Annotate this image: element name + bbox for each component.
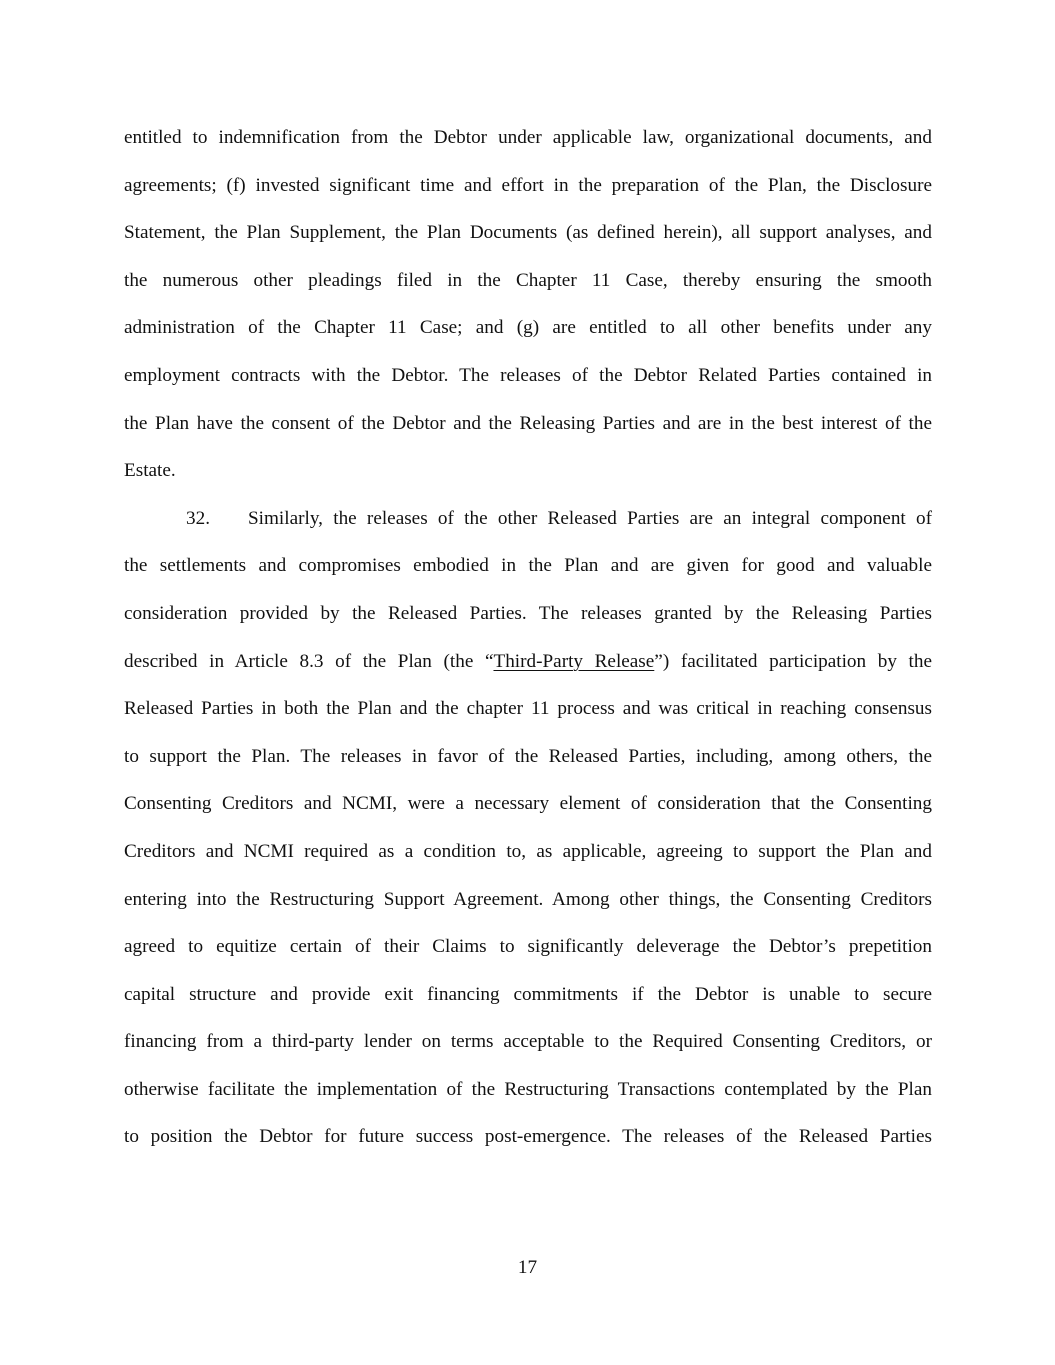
text-line: consideration provided by the Released Parties. The releases granted by the Releasing Parties xyxy=(124,602,932,624)
text-line: the Plan have the consent of the Debtor and the Releasing Parties and are in the best interest of the xyxy=(124,412,932,434)
text-line: financing from a third-party lender on terms acceptable to the Required Consenting Creditors, or xyxy=(124,1031,932,1053)
text-line: the numerous other pleadings filed in the Chapter 11 Case, thereby ensuring the smooth xyxy=(124,269,932,291)
text-line: entitled to indemnification from the Debtor under applicable law, organizational documents, and xyxy=(124,127,932,148)
text-line: administration of the Chapter 11 Case; and (g) are entitled to all other benefits under any xyxy=(124,317,932,339)
text-line-defined-term xyxy=(124,638,932,686)
defined-term-third-party-release: Third-Party Release xyxy=(493,650,655,672)
text-run: Similarly, the releases of the other Released Parties are an integral component of xyxy=(248,507,932,529)
text-line: the settlements and compromises embodied in the Plan and are given for good and valuable xyxy=(124,555,932,577)
text-line: employment contracts with the Debtor. The releases of the Debtor Related Parties contained in xyxy=(124,364,932,386)
text-line: otherwise facilitate the implementation of the Restructuring Transactions contemplated by the Plan xyxy=(124,1078,932,1100)
paragraph-number: 32. xyxy=(186,507,210,529)
body-text xyxy=(124,114,932,1161)
text-line: Statement, the Plan Supplement, the Plan Documents (as defined herein), all support analyses, and xyxy=(124,222,932,244)
text-line: Released Parties in both the Plan and the chapter 11 process and was critical in reaching consensus xyxy=(124,698,932,720)
text-line: Creditors and NCMI required as a condition to, as applicable, agreeing to support the Plan and xyxy=(124,840,932,862)
text-line: to position the Debtor for future success post-emergence. The releases of the Released Parties xyxy=(124,1126,932,1148)
text-line: entering into the Restructuring Support Agreement. Among other things, the Consenting Creditors xyxy=(124,888,932,910)
text-run: described in Article 8.3 of the Plan (the “ xyxy=(124,650,494,672)
paragraph-first-line xyxy=(124,495,932,543)
text-line: Estate. xyxy=(124,460,176,482)
text-line: agreed to equitize certain of their Claims to significantly deleverage the Debtor’s prepetition xyxy=(124,936,932,958)
page-number: 17 xyxy=(517,1257,538,1278)
text-run: ”) facilitated participation by the xyxy=(654,650,932,672)
continuation-paragraph xyxy=(124,114,932,495)
text-line: Consenting Creditors and NCMI, were a necessary element of consideration that the Consenting xyxy=(124,793,932,815)
paragraph-32 xyxy=(124,495,932,1161)
text-line: capital structure and provide exit financing commitments if the Debtor is unable to secure xyxy=(124,983,932,1005)
text-line: to support the Plan. The releases in favor of the Released Parties, including, among others, the xyxy=(124,745,932,767)
text-line: agreements; (f) invested significant time and effort in the preparation of the Plan, the Disclosure xyxy=(124,174,932,196)
